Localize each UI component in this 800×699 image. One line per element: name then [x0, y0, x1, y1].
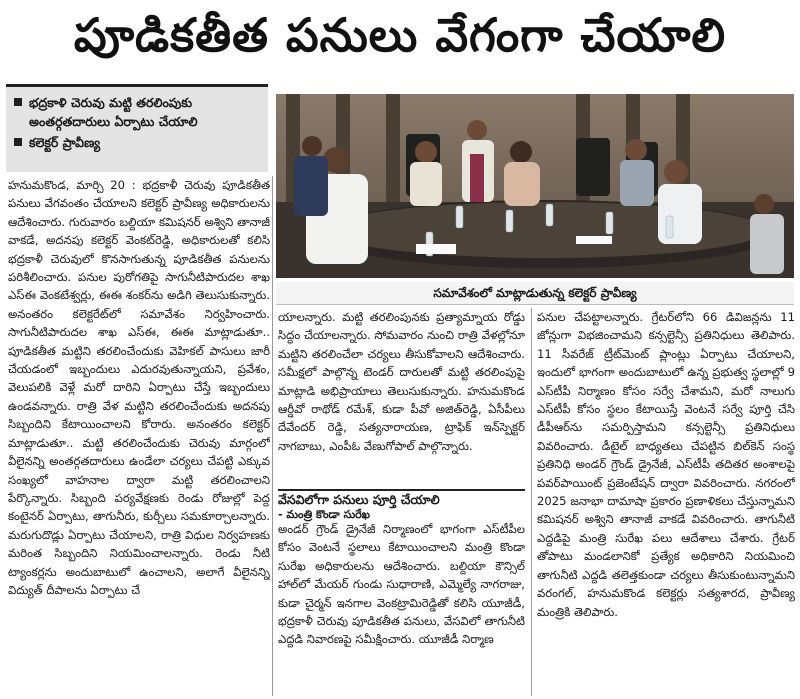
news-photo [276, 94, 794, 278]
column-divider [272, 176, 273, 696]
highlight-text: కలెక్టర్ ప్రావీణ్య [29, 135, 101, 150]
meeting-photo-illustration [276, 94, 794, 278]
bullet-square-icon [14, 98, 22, 106]
article-column-2 [278, 308, 525, 486]
highlights-box [6, 84, 268, 172]
photo-caption: సమావేశంలో మాట్లాడుతున్న కలెక్టర్ ప్రావీణ్య [276, 282, 794, 305]
article-text: హనుమకొండ, మార్చి 20 : భద్రకాళీ చెరువు పూడికతీత పనులు వేగవంతం చేయాలని కలెక్టర్ ప్రావీణ్య అధికారులను ఆదేశించారు. గురువారం బల్దియా కమిషనర్ అశ్విని తానాజీ వాకడే, అదనపు కలెక్టర్ వెంకట్‌రెడ్డి, అధికారులతో కలిసి భద్రకాళీ చెరువులో కొనసాగుతున్న పూడికతీత పనులను పరిశీలించారు. పనుల పురోగతిపై సాగునీటిపారుదల శాఖ ఎస్‌ఈ వెంకటేశ్వర్లు, ఈఈ శంకర్‌ను అడిగి తెలుసుకున్నారు. అనంతరం కలెక్టరేట్‌లో సమావేశం నిర్వహించారు. సాగునీటిపారుదల శాఖ ఎస్‌ఈ, ఈఈ మాట్లాడుతూ.. పూడికతీత మట్టిని తరలించేందుకు వెహికల్ పాసులు జారీ చేయడంలో ఇబ్బందులు ఎదురవుతున్నాయని, ప్రవేశం, వెలుపలికి వెళ్లే మరో దారిని ఏర్పాటు చేస్తే ఇబ్బందులు ఉండవన్నారు. రాత్రి వేళ మట్టిని తరలించేందుకు అదనపు సిబ్బందిని కేటాయించాలని కోరారు. అనంతరం కలెక్టర్ మాట్లాడుతూ.. మట్టి తరలించేందుకు చెరువు మార్గంలో వీలైనన్ని అంతర్గతదారులు ఉండేలా చర్యలు చేపట్టి ఎక్కువ సంఖ్యలో వాహనాల ద్వారా మట్టి తరలించాలని పేర్కొన్నారు. సిబ్బంది పర్యవేక్షణకు రెండు రోజుల్లో పెద్ద కంటైనర్ ఏర్పాటు, తాగునీరు, కుర్చీలు సమకూర్చాలన్నారు. మరుగుదొడ్లు ఏర్పాటు చేయాలని, రాత్రి విధుల నిర్వహణకు మరింత సిబ్బందిని నియమించాలన్నారు. రెండు నీటి ట్యాంకర్లను అందుబాటులో ఉంచాలని, అలాగే వీలైనన్ని విద్యుత్ దీపాలను ఏర్పాటు చే [8, 178, 270, 597]
subheading-attribution: - మంత్రి కొండా సురేఖ [278, 508, 370, 521]
highlight-text: భద్రకాళి చెరువు మట్టి తరలింపుకు అంతర్గతదారులు ఏర్పాటు చేయాలి [29, 95, 198, 129]
article-column-3 [537, 308, 795, 696]
column-divider [531, 308, 532, 696]
article-text: అండర్ గ్రౌండ్ డ్రైనేజీ నిర్మాణంలో భాగంగా ఎస్‌టీపీల కోసం వెంటనే స్థలాలు కేటాయించాలని మంత్రి కొండా సురేఖ అధికారులను ఆదేశించారు. బల్దియా కౌన్సిల్ హాల్‌లో మేయర్ గుండు సుధారాణి, ఎమ్మెల్యే నాగరాజు, కుడా చైర్మన్ ఇనగాల వెంకట్రామిరెడ్డితో కలిసి యూజీడీ, భద్రకాళీ చెరువు పూడికతీత పనులు, వేసవిలో తాగునీటి ఎద్దడి నివారణపై సమీక్షించారు. యూజీడీ నిర్మాణ [278, 522, 525, 647]
highlight-item [14, 133, 260, 152]
article-column-1 [8, 176, 270, 696]
headline: పూడికతీత పనులు వేగంగా చేయాలి [73, 8, 727, 62]
article-text: యాలన్నారు. మట్టి తరలింపునకు ప్రత్యామ్నాయ రోడ్డు సిద్ధం చేయాలన్నారు. సోమవారం నుంచి రాత్రి వేళల్లోనూ మట్టిని తరలించేలా చర్యలు తీసుకోవాలని ఆదేశించారు. సమీక్షలో పాల్గొన్న టెండర్ దారులతో మట్టి తరలింపుపై మాట్లాడి అభిప్రాయాలు తెలుసుకున్నారు. హనుమకొండ ఆర్డీవో రాథోడ్ రమేశ్, కుడా పీవో అజిత్‌రెడ్డి, ఏసీపీలు దేవేందర్ రెడ్డి, సత్యనారాయణ, ట్రాఫిక్ ఇన్‌స్పెక్టర్ నాగబాబు, ఎంపీఓ వేణుగోపాల్ పాల్గొన్నారు. [278, 310, 525, 453]
highlight-item [14, 93, 260, 131]
subheading-title: వేసవిలోగా పనులు పూర్తి చేయాలి [278, 489, 525, 508]
article-text: పనుల చేపట్టాలన్నారు. గ్రేటర్‌లోని 66 డివిజన్లను 11 జోన్లుగా విభజించామని కన్సల్టెన్సీ ప్రతినిధులు తెలిపారు. 11 సీవరేజ్ ట్రీట్‌మెంట్ ప్లాంట్లు ఏర్పాటు చేయాలని, ఇందులో భాగంగా అందుబాటులో ఉన్న ప్రభుత్వ స్థలాల్లో 9 ఎస్‌టీపీ నిర్మాణం కోసం సర్వే చేశామని, మరో నాలుగు ఎస్‌టీపీ కోసం స్థలం కేటాయిస్తే వెంటనే సర్వే పూర్తి చేసి డీపీఆర్‌ను సమర్పిస్తామని కన్సల్టెన్సీ ప్రతినిధులు వివరించారు. డీటైల్ బాధ్యతలు చేపట్టిన బిల్‌కెన్ సంస్థ ప్రతినిధి అండర్ గ్రౌండ్ డ్రైనేజీ, ఎస్‌టీపీ తదితర అంశాలపై పవర్‌పాయింట్ ప్రజెంటేషన్ ద్వారా వివరించారు. నగరంలో 2025 జనాభా దామాషా ప్రకారం ప్రణాళికలు చేస్తున్నామని కమిషనర్ అశ్విని తానాజీ వాకడే వివరించారు. తాగునీటి ఎద్దడిపై మంత్రి సురేఖ పలు ఆదేశాలు చేశారు. గ్రేటర్ తోపాటు మండలానికో ప్రత్యేక అధికారిని నియమించి తాగునీటి ఎద్దడి తలెత్తకుండా చర్యలు తీసుకుంటున్నామని వరంగల్, హనుమకొండ కలెక్టర్లు సత్యశారద, ప్రావీణ్య మంత్రికి తెలిపారు. [537, 310, 795, 619]
article-column-2b [278, 520, 525, 696]
bullet-square-icon [14, 138, 22, 146]
subheading-block [278, 489, 525, 519]
